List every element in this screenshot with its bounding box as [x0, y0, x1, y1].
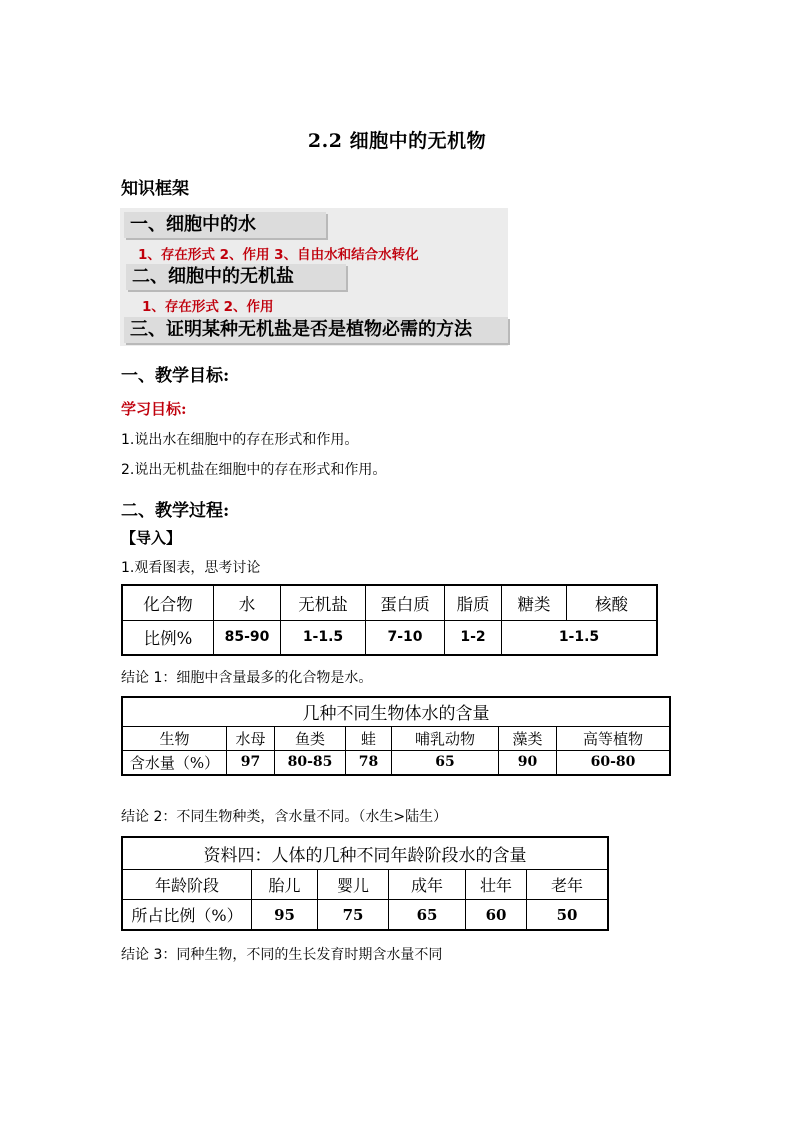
table-header: 蛋白质	[366, 585, 445, 620]
table-row	[122, 585, 657, 620]
table-header: 无机盐	[281, 585, 366, 620]
table-row	[122, 697, 670, 726]
table-caption: 几种不同生物体水的含量	[122, 697, 670, 726]
organism-water-table	[121, 696, 671, 776]
compound-ratio-table	[121, 584, 658, 656]
table-header: 成年	[389, 870, 466, 900]
row-label: 所占比例（%）	[122, 900, 252, 930]
table-header: 核酸	[567, 585, 658, 620]
framework-sub-1: 1、存在形式 2、作用 3、自由水和结合水转化	[138, 247, 419, 263]
framework-heading: 知识框架	[121, 179, 189, 199]
table-row	[122, 900, 608, 930]
table-header: 生物	[122, 726, 227, 750]
table-cell: 85-90	[214, 620, 281, 655]
age-water-table	[121, 836, 609, 931]
table-header: 哺乳动物	[392, 726, 499, 750]
table-header: 胎儿	[252, 870, 318, 900]
table-cell: 60	[466, 900, 527, 930]
table-header: 化合物	[122, 585, 214, 620]
knowledge-framework-box	[120, 208, 508, 346]
table-header: 高等植物	[557, 726, 671, 750]
table-header: 婴儿	[318, 870, 389, 900]
table-header: 藻类	[499, 726, 557, 750]
table-header: 糖类	[502, 585, 567, 620]
table-cell: 95	[252, 900, 318, 930]
table-cell: 78	[346, 750, 392, 775]
table-cell: 75	[318, 900, 389, 930]
table-caption: 资料四：人体的几种不同年龄阶段水的含量	[122, 837, 608, 870]
framework-heading-1: 一、细胞中的水	[124, 212, 326, 238]
row-label: 比例%	[122, 620, 214, 655]
table-row	[122, 837, 608, 870]
table-header: 年龄阶段	[122, 870, 252, 900]
table-header: 壮年	[466, 870, 527, 900]
table-cell: 50	[527, 900, 609, 930]
process-heading: 二、教学过程:	[121, 501, 230, 521]
step-1-text: 1.观看图表，思考讨论	[121, 560, 261, 576]
table-header: 鱼类	[275, 726, 346, 750]
objective-item-2: 2.说出无机盐在细胞中的存在形式和作用。	[121, 462, 387, 478]
objectives-heading: 一、教学目标:	[121, 366, 230, 386]
row-label: 含水量（%）	[122, 750, 227, 775]
conclusion-2: 结论 2：不同生物种类，含水量不同。（水生>陆生）	[121, 809, 448, 825]
table-cell: 65	[389, 900, 466, 930]
intro-label: 【导入】	[121, 529, 182, 547]
table-row	[122, 870, 608, 900]
table-header: 水	[214, 585, 281, 620]
table-row	[122, 750, 670, 775]
table-cell: 60-80	[557, 750, 671, 775]
framework-heading-2: 二、细胞中的无机盐	[126, 264, 346, 290]
table-header: 水母	[227, 726, 275, 750]
table-cell: 7-10	[366, 620, 445, 655]
learning-objectives-label: 学习目标:	[121, 400, 187, 418]
table-row	[122, 726, 670, 750]
table-cell: 65	[392, 750, 499, 775]
table-cell: 1-2	[445, 620, 502, 655]
table-header: 蛙	[346, 726, 392, 750]
table-cell: 1-1.5	[502, 620, 658, 655]
table-header: 老年	[527, 870, 609, 900]
conclusion-1: 结论 1：细胞中含量最多的化合物是水。	[121, 670, 373, 686]
table-header: 脂质	[445, 585, 502, 620]
table-cell: 1-1.5	[281, 620, 366, 655]
framework-sub-2: 1、存在形式 2、作用	[142, 299, 274, 315]
framework-heading-3: 三、证明某种无机盐是否是植物必需的方法	[124, 317, 508, 343]
table-cell: 80-85	[275, 750, 346, 775]
table-cell: 97	[227, 750, 275, 775]
table-row	[122, 620, 657, 655]
conclusion-3: 结论 3：同种生物，不同的生长发育时期含水量不同	[121, 947, 443, 963]
table-cell: 90	[499, 750, 557, 775]
page-title: 2.2 细胞中的无机物	[307, 130, 487, 152]
objective-item-1: 1.说出水在细胞中的存在形式和作用。	[121, 432, 359, 448]
